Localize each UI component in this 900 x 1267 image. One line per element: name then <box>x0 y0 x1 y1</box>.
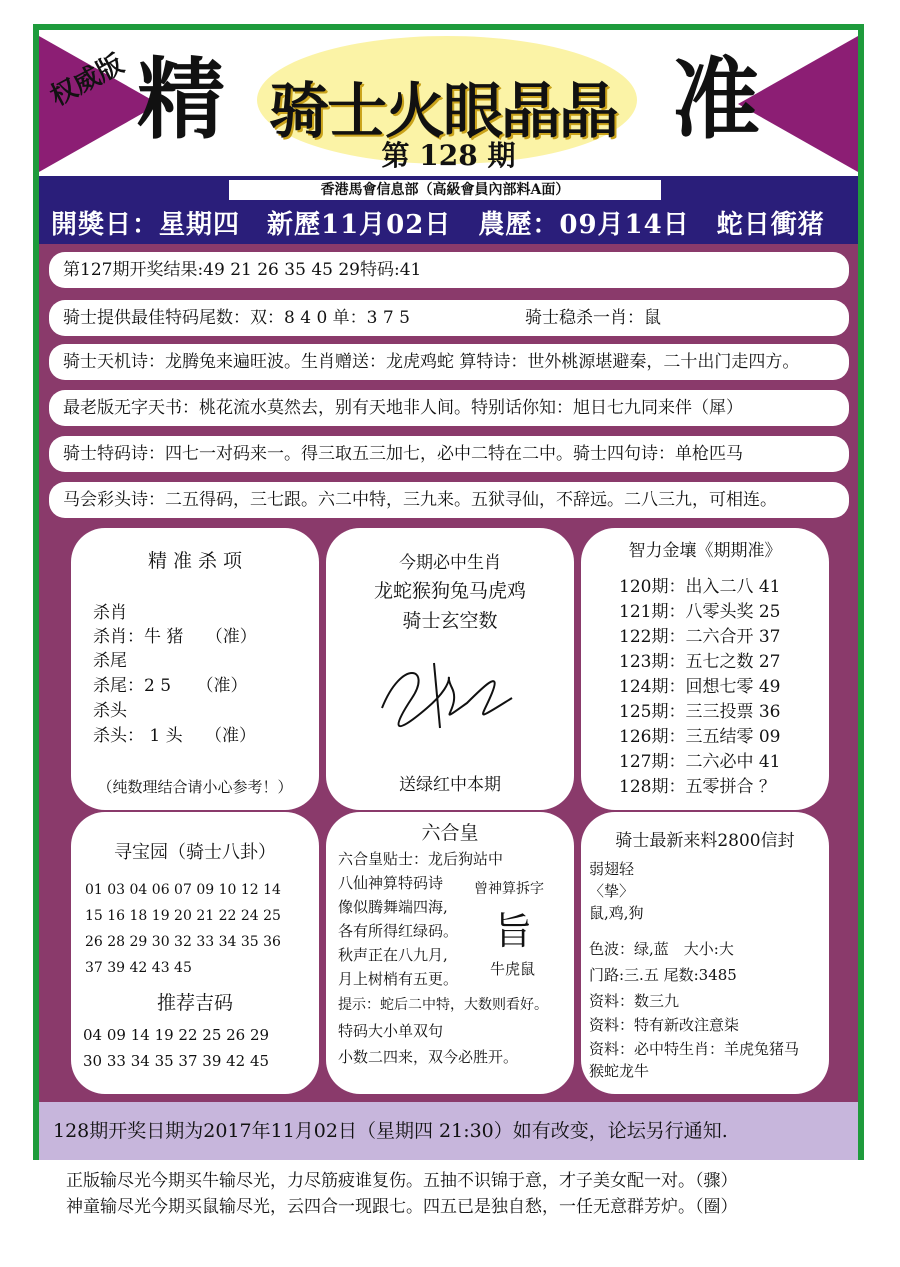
latest-material-card <box>581 812 829 1094</box>
split-character-zodiac: 牛虎鼠 <box>490 960 536 978</box>
kill-line: 杀尾：2 5 （准） <box>93 676 248 696</box>
draw-date-line: 開獎日：星期四 新歷11月02日 農歷：09月14日 蛇日衝猪 <box>51 210 825 240</box>
treasure-title: 寻宝园（骑士八卦） <box>114 842 276 863</box>
zodiac-line-1: 今期必中生肖 <box>399 553 501 573</box>
draw-info-band <box>39 176 858 244</box>
kill-line: 杀头： 1 头 （准） <box>93 726 257 746</box>
latest-line: 资料：数三九 <box>589 992 680 1010</box>
history-row: 126期：三五结零 09 <box>619 727 781 747</box>
poster-frame <box>33 24 864 1160</box>
poem-row: 骑士天机诗：龙腾兔来遍旺波。生肖赠送：龙虎鸡蛇 算特诗：世外桃源堪避秦，二十出门走四方。 <box>49 344 849 380</box>
signature-scribble <box>372 648 522 738</box>
latest-line: 门路:三.五 尾数:3485 <box>589 966 737 984</box>
liuhe-line: 月上树梢有五更。 <box>338 970 459 988</box>
big-character-right: 准 <box>671 48 760 151</box>
lucky-numbers-row: 04 09 14 19 22 25 26 29 <box>83 1026 270 1044</box>
kill-zodiac-text: 骑士稳杀一肖：鼠 <box>525 308 661 328</box>
poster-title: 骑士火眼晶晶 <box>269 77 617 147</box>
history-row: 127期：二六必中 41 <box>619 752 781 772</box>
number-grid-row: 01 03 04 06 07 09 10 12 14 <box>85 882 281 898</box>
liuhe-line: 六合皇贴士：龙后狗站中 <box>338 850 504 868</box>
tail-number-text: 骑士提供最佳特码尾数：双：8 4 0 单：3 7 5 <box>63 308 410 328</box>
latest-title: 骑士最新来料2800信封 <box>615 831 795 851</box>
history-row: 125期：三三投票 36 <box>619 702 781 722</box>
zodiac-card <box>326 528 574 810</box>
liuhe-line: 特码大小单双句 <box>338 1022 444 1040</box>
source-label: 香港馬會信息部（高級會員內部料A面） <box>229 180 661 200</box>
kill-line: 杀尾 <box>93 651 127 671</box>
history-row: 120期：出入二八 41 <box>619 577 781 597</box>
draw-notice: 128期开奖日期为2017年11月02日（星期四 21:30）如有改变，论坛另行通知. <box>39 1102 858 1160</box>
history-row: 124期：回想七零 49 <box>619 677 781 697</box>
latest-line: 猴蛇龙牛 <box>589 1062 650 1080</box>
number-grid-row: 15 16 18 19 20 21 22 24 25 <box>85 908 281 924</box>
kill-line: 杀肖 <box>93 603 127 623</box>
split-character: 旨 <box>494 909 533 953</box>
latest-line: 弱翅轻 <box>589 860 635 878</box>
kill-line: 杀头 <box>93 701 127 721</box>
zodiac-line-2: 龙蛇猴狗兔马虎鸡 <box>373 580 526 602</box>
liuhe-line: 各有所得红绿码。 <box>338 922 459 940</box>
liuhe-line: 秋声正在八九月, <box>338 946 448 964</box>
liuhe-card <box>326 812 574 1094</box>
latest-line: 资料：特有新改注意柒 <box>589 1016 740 1034</box>
history-row: 123期：五七之数 27 <box>619 652 781 672</box>
issue-number: 第 128 期 <box>381 139 516 172</box>
bottom-poem-line: 正版输尽光今期买牛输尽光，力尽筋疲谁复伤。五抽不识锦于意，才子美女配一对。（骤） <box>66 1171 738 1191</box>
history-title: 智力金壤《期期准》 <box>628 541 782 561</box>
number-grid-row: 26 28 29 30 32 33 34 35 36 <box>85 934 281 950</box>
heaven-book-row: 最老版无字天书：桃花流水莫然去，别有天地非人间。特别话你知：旭日七九同来伴（犀） <box>49 390 849 426</box>
latest-line: 鼠,鸡,狗 <box>589 904 644 922</box>
poster-header <box>39 30 858 176</box>
history-row: 122期：二六合开 37 <box>619 627 781 647</box>
kill-items-card <box>71 528 319 810</box>
treasure-card <box>71 812 319 1094</box>
kill-card-note: （纯数理结合请小心参考！） <box>97 778 293 796</box>
kill-line: 杀肖：牛 猪 （准） <box>93 627 257 647</box>
number-grid-row: 37 39 42 43 45 <box>85 960 192 976</box>
liuhe-line: 小数二四来，双今必胜开。 <box>338 1048 519 1066</box>
authority-badge: 权威版 <box>45 49 129 113</box>
lucky-numbers-row: 30 33 34 35 37 39 42 45 <box>83 1052 270 1070</box>
liuhe-line: 八仙神算特码诗 <box>338 874 444 892</box>
liuhe-line: 提示：蛇后二中特，大数则看好。 <box>338 997 548 1013</box>
latest-line: 色波：绿,蓝 大小:大 <box>589 940 734 958</box>
history-card <box>581 528 829 810</box>
liuhe-title: 六合皇 <box>421 822 479 844</box>
zodiac-bottom: 送绿红中本期 <box>399 775 501 795</box>
history-row: 121期：八零头奖 25 <box>619 602 781 622</box>
tail-number-row <box>49 300 849 336</box>
result-row: 第127期开奖结果:49 21 26 35 45 29特码:41 <box>49 252 849 288</box>
history-row: 128期：五零拼合 ？ <box>619 777 776 797</box>
liuhe-line: 像似腾舞端四海, <box>338 898 448 916</box>
special-code-poem-row: 骑士特码诗：四七一对码来一。得三取五三加七，必中二特在二中。骑士四句诗：单枪匹马 <box>49 436 849 472</box>
split-character-title: 曾神算拆字 <box>474 881 544 897</box>
zodiac-line-3: 骑士玄空数 <box>402 610 498 632</box>
latest-line: 资料：必中特生肖：羊虎兔猪马 <box>589 1040 800 1058</box>
latest-line: 〈挚〉 <box>589 882 635 900</box>
bottom-poem-line: 神童输尽光今期买鼠输尽光，云四合一现跟七。四五已是独自愁，一任无意群芳炉。（圈） <box>66 1197 738 1217</box>
kill-card-title: 精 准 杀 项 <box>147 550 243 572</box>
lucky-numbers-title: 推荐吉码 <box>156 992 233 1014</box>
big-character-left: 精 <box>137 48 226 151</box>
lucky-poem-row: 马会彩头诗：二五得码，三七跟。六二中特，三九来。五狱寻仙，不辞远。二八三九，可相连。 <box>49 482 849 518</box>
